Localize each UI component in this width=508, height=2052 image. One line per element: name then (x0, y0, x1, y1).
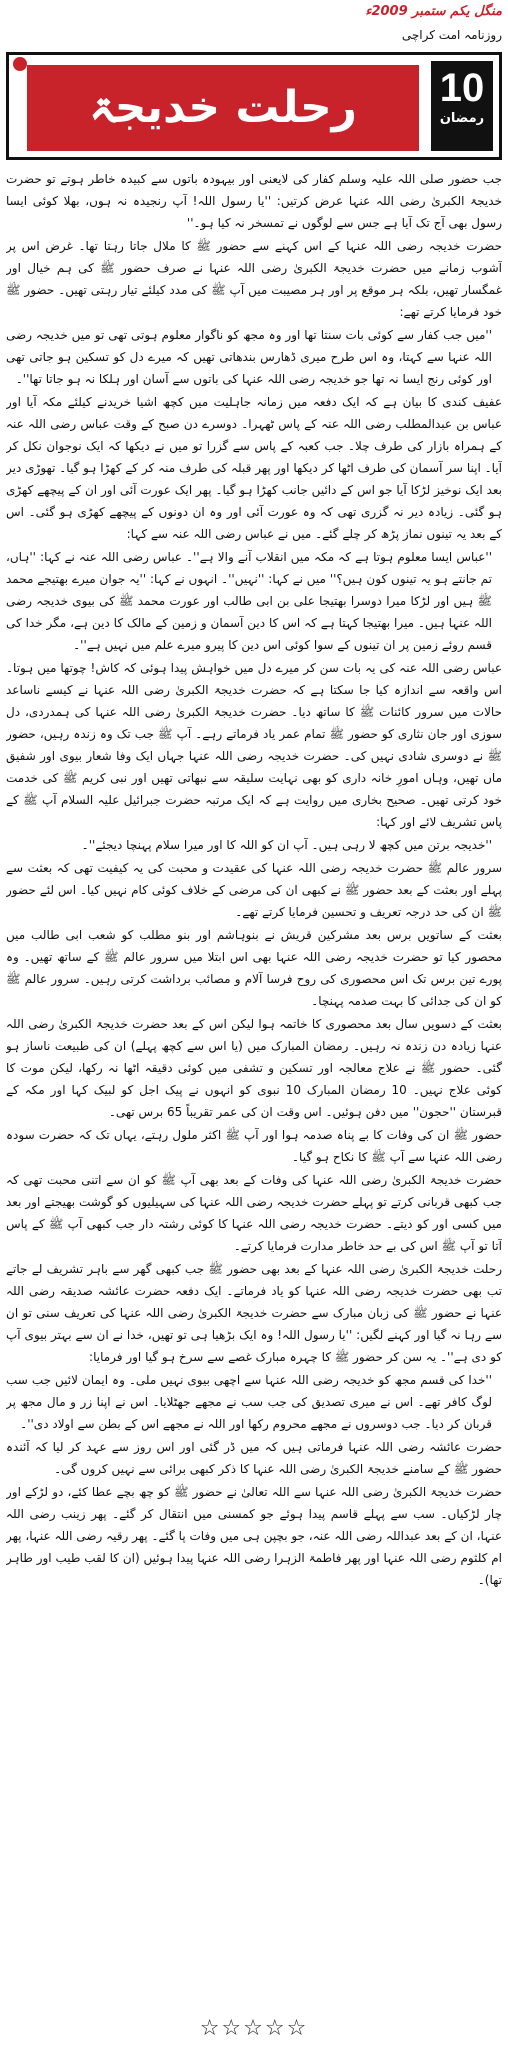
article-paragraph: حضرت خدیجۃ الکبریٰ رضی اللہ عنہا کی وفات کے بعد بھی آپ ﷺ کو ان سے اتنی محبت تھی کہ جب کبھی قربانی کرتے تو پہلے حضرت خدیجہ رضی اللہ عنہا کی سہیلیوں کو گوشت بھیجتے اور بعد میں کسی اور کو دیتے۔ حضرت خدیجہ رضی اللہ عنہا کا کوئی رشتہ دار جب کبھی آپ ﷺ کے پاس آتا تو آپ ﷺ اس کی بے حد خاطر مدارت فرمایا کرتے۔ (6, 1173, 502, 1253)
article-paragraph: سرور عالم ﷺ حضرت خدیجہ رضی اللہ عنہا کی عقیدت و محبت کی یہ کیفیت تھی کہ بعثت سے پہلے اور بعثت کے بعد حضور ﷺ نے کبھی ان کی مرضی کے خلاف کوئی کام نہیں کیا۔ اس لئے حضور ﷺ ان کی حد درجہ تعریف و تحسین فرمایا کرتے تھے۔ (6, 861, 502, 919)
article-quote: ''خدیجہ برتن میں کچھ لا رہی ہیں۔ آپ ان کو اللہ کا اور میرا سلام پہنچا دیجئے''۔ (81, 838, 492, 852)
article-paragraph: عفیف کندی کا بیان ہے کہ ایک دفعہ میں زمانہ جاہلیت میں کچھ اشیا خریدنے کیلئے مکہ آیا اور عباس بن عبدالمطلب رضی اللہ عنہ کے پاس ٹھہرا۔ دوسرے دن صبح کے وقت عباس رضی اللہ عنہ کے ہمراہ بازار کی طرف چلا۔ جب کعبہ کے پاس سے گزرا تو میں نے دیکھا کہ ایک نوجوان نکل کر آیا۔ اپنا سر آسمان کی طرف اٹھا کر دیکھا اور پھر قبلہ کی طرف منہ کر کے کھڑا ہو گیا۔ تھوڑی دیر بعد ایک نوخیز لڑکا آیا جو اس کے دائیں جانب کھڑا ہو گیا۔ پھر ایک عورت آئی اور ان کے پیچھے کھڑی ہو گئی۔ زیادہ دیر نہ گزری تھی کہ وہ عورت آئی اور وہ ان دونوں کے پیچھے کھڑی ہو گئی۔ اس کے بعد یہ تینوں نماز پڑھ کر چلے گئے۔ میں نے عباس رضی اللہ عنہ سے کہا: (6, 395, 502, 541)
article-paragraph: عباس رضی اللہ عنہ کی یہ بات سن کر میرے دل میں خواہش پیدا ہوئی کہ کاش! چوتھا میں ہوتا۔ اس واقعہ سے اندازہ کیا جا سکتا ہے کہ حضرت خدیجۃ الکبریٰ رضی اللہ عنہا نے کیسے ناساعد حالات میں سرور کائنات ﷺ کا ساتھ دیا۔ حضرت خدیجۃ الکبریٰ رضی اللہ عنہا کی ہمدردی، دل سوزی اور جان نثاری کو حضور ﷺ تمام عمر یاد فرماتے رہے۔ آپ ﷺ جب تک وہ زندہ رہیں، حضور ﷺ نے دوسری شادی نہیں کی۔ حضرت خدیجہ رضی اللہ عنہا جہاں ایک وفا شعار بیوی اور شفیق ماں تھیں، وہاں امورِ خانہ داری کو بھی نہایت سلیقہ سے نبھاتی تھیں اور نبی کریم ﷺ کی خدمت خود کرتی تھیں۔ صحیح بخاری میں روایت ہے کہ ایک مرتبہ حضرت جبرائیل علیہ السلام آپ ﷺ کے پاس تشریف لائے اور کہا: (6, 661, 502, 829)
article-quote: ''خدا کی قسم مجھ کو خدیجہ رضی اللہ عنہا سے اچھی بیوی نہیں ملی۔ وہ ایمان لائیں جب سب لوگ کافر تھے۔ اس نے میری تصدیق کی جب سب نے مجھے جھٹلایا۔ اس نے اپنا زر و مال مجھ پر قربان کر دیا۔ جب دوسروں نے مجھے محروم رکھا اور اللہ نے مجھے اس کے بطن سے اولاد دی''۔ (6, 1373, 492, 1431)
article-body (6, 168, 502, 2008)
article-paragraph: بعثت کے ساتویں برس بعد مشرکین قریش نے بنوہاشم اور بنو مطلب کو شعب ابی طالب میں محصور کیا تو حضرت خدیجہ رضی اللہ عنہا بھی اس ابتلا میں سرور عالم ﷺ کے ساتھ تھیں۔ وہ پورے تین برس تک اس محصوری کی روح فرسا آلام و مصائب برداشت کرتی رہیں۔ سرور عالم ﷺ کو ان کی جدائی کا بہت صدمہ پہنچا۔ (6, 928, 502, 1008)
day-number: 10 (439, 66, 485, 110)
article-paragraph: رحلت خدیجۃ الکبریٰ رضی اللہ عنہا کے بعد بھی حضور ﷺ جب کبھی گھر سے باہر تشریف لے جاتے تب بھی حضرت خدیجہ رضی اللہ عنہا کو یاد فرماتے۔ ایک دفعہ حضرت عائشہ صدیقہ رضی اللہ عنہا نے حضور ﷺ کی زبان مبارک سے حضرت خدیجۃ الکبریٰ رضی اللہ عنہا کی تعریف سنی تو ان سے رہا نہ گیا اور کہنے لگیں: ''یا رسول اللہ! وہ ایک بڑھیا ہی تو تھیں، خدا نے ان سے بہتر بیوی آپ کو دی ہے''۔ یہ سن کر حضور ﷺ کا چہرہ مبارک غصے سے سرخ ہو گیا اور فرمایا: (6, 1262, 502, 1364)
article-paragraph: حضرت عائشہ رضی اللہ عنہا فرماتی ہیں کہ میں ڈر گئی اور اس روز سے عہد کر لیا کہ آئندہ حضور ﷺ کے سامنے خدیجۃ الکبریٰ رضی اللہ عنہا کا ذکر کبھی برائی سے نہیں کروں گی۔ (6, 1440, 502, 1476)
date-box (431, 61, 493, 151)
article-paragraph: حضور ﷺ ان کی وفات کا بے پناہ صدمہ ہوا اور آپ ﷺ اکثر ملول رہتے، یہاں تک کہ حضرت سودہ رضی اللہ عنہا سے آپ ﷺ کا نکاح ہو گیا۔ (6, 1128, 502, 1164)
article-paragraph: حضرت خدیجۃ الکبریٰ رضی اللہ عنہا سے اللہ تعالیٰ نے حضور ﷺ کو چھ بچے عطا کئے، دو لڑکے اور چار لڑکیاں۔ سب سے پہلے قاسم پیدا ہوئے جو کمسنی میں انتقال کر گئے۔ پھر زینب رضی اللہ عنہا، ان کے بعد عبداللہ رضی اللہ عنہ، جو بچپن ہی میں وفات پا گئے۔ پھر رقیہ رضی اللہ عنہا، پھر ام کلثوم رضی اللہ عنہا اور پھر فاطمۃ الزہرا رضی اللہ عنہا پیدا ہوئیں (ان کا لقب طیب اور طاہر تھا)۔ (6, 1485, 502, 1587)
article-paragraph: حضرت خدیجہ رضی اللہ عنہا کے اس کہنے سے حضور ﷺ کا ملال جاتا رہتا تھا۔ غرض اس پر آشوب زمانے میں حضرت خدیجۃ الکبریٰ رضی اللہ عنہا نے صرف حضور ﷺ کی ہم خیال اور غمگسار تھیں، بلکہ ہر موقع پر اور ہر مصیبت میں آپ ﷺ کی مدد کیلئے تیار رہتی تھیں۔ حضور ﷺ خود فرمایا کرتے تھے: (6, 239, 502, 319)
newspaper-name: روزنامہ امت کراچی (401, 28, 502, 42)
article-quote: ''میں جب کفار سے کوئی بات سنتا تھا اور وہ مجھ کو ناگوار معلوم ہوتی تھی تو میں خدیجہ رضی اللہ عنہا سے کہتا، وہ اس طرح میری ڈھارس بندھاتی تھیں کہ میرے دل کو تسکین ہو جاتی تھی اور کوئی رنج ایسا نہ تھا جو خدیجہ رضی اللہ عنہا کی باتوں سے آسان اور ہلکا نہ ہو جاتا تھا''۔ (6, 328, 492, 386)
article-paragraph: جب حضور صلی اللہ علیہ وسلم کفار کی لایعنی اور بیہودہ باتوں سے کبیدہ خاطر ہوتے تو حضرت خدیجۃ الکبریٰ رضی اللہ عنہا عرض کرتیں: ''یا رسول اللہ! آپ رنجیدہ نہ ہوں، بھلا کوئی ایسا رسول بھی آج تک آیا ہے جس سے لوگوں نے تمسخر نہ کیا ہو۔'' (6, 172, 502, 230)
article-quote: ''عباس ایسا معلوم ہوتا ہے کہ مکہ میں انقلاب آنے والا ہے''۔ عباس رضی اللہ عنہ نے کہا: ''ہاں، تم جانتے ہو یہ تینوں کون ہیں؟'' میں نے کہا: ''نہیں''۔ انہوں نے کہا: ''یہ جوان میرے بھتیجے محمد ﷺ ہیں اور لڑکا میرا دوسرا بھتیجا علی بن ابی طالب اور عورت محمد ﷺ کی بیوی خدیجہ رضی اللہ عنہا ہیں۔ میرا بھتیجا کہتا ہے کہ اس کا دین آسمان و زمین کے مالک کا دین ہے، مگر خدا کی قسم روئے زمین پر ان تینوں کے سوا کوئی اس دین کا پیرو میرے علم میں نہیں ہے''۔ (6, 550, 492, 652)
issue-date: منگل یکم ستمبر 2009ء (365, 4, 502, 19)
honorific-emblem (13, 57, 27, 71)
end-stars: ☆☆☆☆☆ (199, 2016, 309, 2041)
headline: رحلت خدیجۃ الکبریٰ (27, 65, 419, 151)
month-label: رمضان (439, 111, 485, 126)
article-paragraph: بعثت کے دسویں سال بعد محصوری کا خاتمہ ہوا لیکن اس کے بعد حضرت خدیجۃ الکبریٰ رضی اللہ عنہا زیادہ دن زندہ نہ رہیں۔ رمضان المبارک میں (یا اس سے کچھ پہلے) ان کی طبیعت ناساز ہو گئی۔ حضور ﷺ نے علاج معالجہ اور تسکین و تشفی میں کوئی دقیقہ اٹھا نہ رکھا، لیکن موت کا کوئی علاج نہیں۔ 10 رمضان المبارک 10 نبوی کو انہوں نے پیک اجل کو لبیک کہا اور مکہ کے قبرستان ''حجون'' میں دفن ہوئیں۔ اس وقت ان کی عمر تقریباً 65 برس تھی۔ (6, 1017, 502, 1119)
